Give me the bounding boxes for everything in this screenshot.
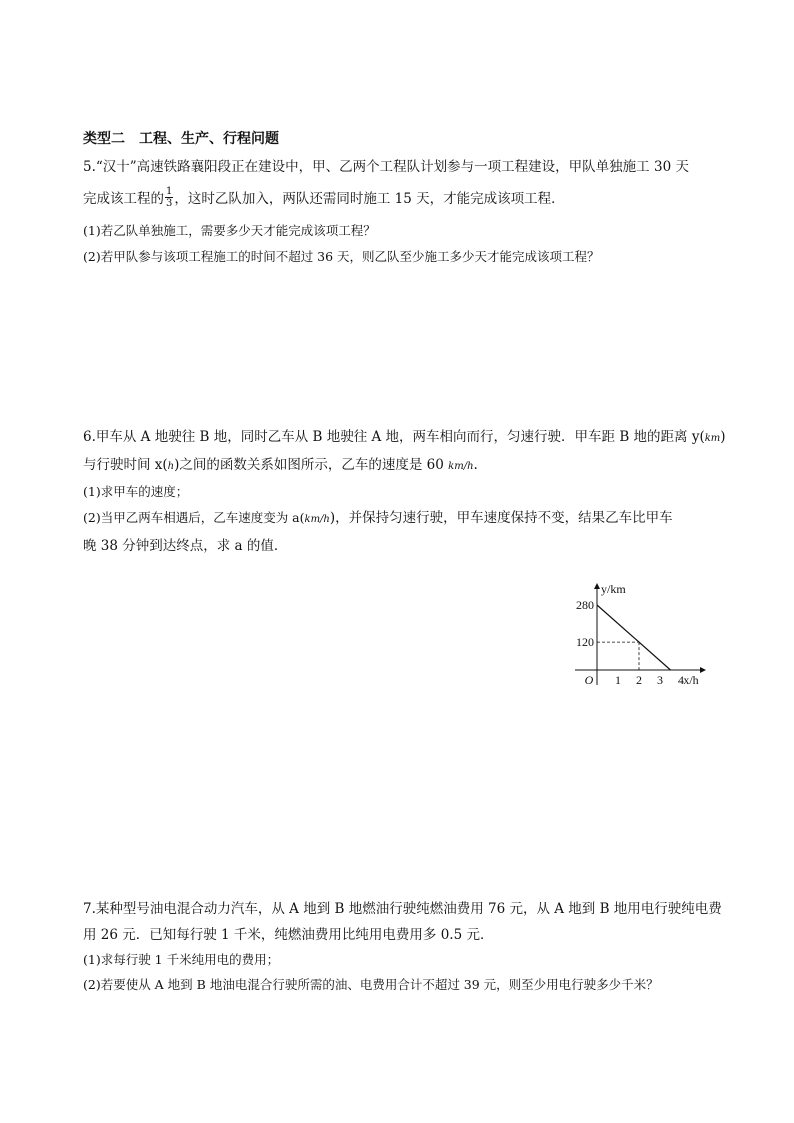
q6-line2-a: 与行驶时间 x( bbox=[83, 457, 168, 473]
origin-label: O bbox=[584, 673, 594, 687]
q6-sub2-line2: 晚 38 分钟到达终点，求 a 的值． bbox=[83, 538, 288, 554]
q5-sub2: (2)若甲队参与该项工程施工的时间不超过 36 天，则乙队至少施工多少天才能完成该项工程？ bbox=[83, 249, 600, 264]
q6-unit-kmh: km/h bbox=[448, 461, 474, 472]
data-line bbox=[597, 605, 671, 670]
q5-line2 bbox=[83, 188, 565, 211]
q6-line2-c: . bbox=[473, 457, 478, 473]
q6-unit-km: km bbox=[704, 433, 721, 444]
q6-line2 bbox=[83, 456, 478, 476]
q7-sub1: (1)求每行驶 1 千米纯用电的费用； bbox=[83, 952, 280, 967]
q6-sub2-b: )，并保持匀速行驶，甲车速度保持不变，结果乙车比甲车 bbox=[329, 510, 673, 526]
q6-line1 bbox=[83, 428, 726, 448]
axis-labels bbox=[576, 582, 699, 687]
y-tick-label: 120 bbox=[576, 635, 594, 650]
distance-time-graph bbox=[565, 580, 710, 690]
q6-line1-a: 6.甲车从 A 地驶往 B 地，同时乙车从 B 地驶往 A 地，两车相向而行，匀速行驶．甲车距 B 地的距离 y( bbox=[83, 429, 705, 445]
q7-sub2: (2)若要使从 A 地到 B 地油电混合行驶所需的油、电费用合计不超过 39 元，则至少用电行驶多少千米？ bbox=[83, 977, 659, 992]
x-tick-label: 4 bbox=[678, 673, 684, 687]
q7-line1: 7.某种型号油电混合动力汽车，从 A 地到 B 地燃油行驶纯燃油费用 76 元，从 A 地到 B 地用电行驶纯电费 bbox=[83, 901, 722, 917]
q7-line2: 用 26 元．已知每行驶 1 千米，纯燃油费用比纯用电费用多 0.5 元． bbox=[83, 927, 494, 943]
fraction-one-third bbox=[165, 186, 173, 209]
fraction-numerator: 1 bbox=[166, 186, 173, 197]
q6-sub2-a: (2)当甲乙两车相遇后，乙车速度变为 a( bbox=[83, 510, 305, 525]
q5-sub1: (1)若乙队单独施工，需要多少天才能完成该项工程？ bbox=[83, 223, 376, 238]
q6-line2-b: )之间的函数关系如图所示，乙车的速度是 60 bbox=[174, 457, 449, 473]
q5-line2-a: 完成该工程的 bbox=[83, 191, 164, 207]
q6-sub1: (1)求甲车的速度； bbox=[83, 484, 189, 499]
section-heading: 类型二 工程、生产、行程问题 bbox=[83, 131, 279, 147]
fraction-denominator: 3 bbox=[166, 198, 173, 209]
q6-sub2-unit: km/h bbox=[304, 514, 330, 525]
q5-line1: 5.“汉十”高速铁路襄阳段正在建设中，甲、乙两个工程队计划参与一项工程建设，甲队单独施工 30 天 bbox=[83, 159, 689, 175]
plot-marks bbox=[597, 605, 671, 670]
x-tick-label: 2 bbox=[636, 673, 642, 687]
x-tick-label: 1 bbox=[615, 673, 621, 687]
q5-line2-b: ，这时乙队加入，两队还需同时施工 15 天，才能完成该项工程． bbox=[174, 191, 565, 207]
q6-line1-b: ) bbox=[720, 429, 726, 445]
x-axis-label: x/h bbox=[683, 673, 699, 687]
axes bbox=[575, 584, 705, 685]
y-tick-label: 280 bbox=[576, 598, 594, 612]
x-tick-label: 3 bbox=[657, 673, 663, 687]
y-axis-label: y/km bbox=[601, 582, 626, 596]
q6-sub2 bbox=[83, 509, 673, 529]
q6-unit-h: h bbox=[167, 461, 175, 472]
